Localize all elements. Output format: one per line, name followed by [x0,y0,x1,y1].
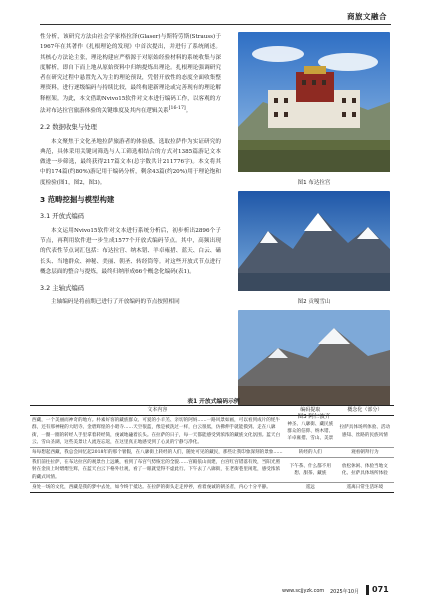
cell-code: 下午茶、什么都不用想、甜茶、藏族 [285,458,336,483]
cell-code: 神圣、八廓街、藏民族群众的信仰、纳木错、羊卓雍措、雪山、美景 [285,416,336,448]
figure-3-caption: 图3 阿仁波齐 [297,414,331,420]
cell-concept: 拉萨具体场所体验、活动感知、丝路的民族风情 [336,416,394,448]
figure-1-caption: 图1 布达拉宫 [297,180,331,186]
paragraph-open-coding: 本文运用Nvivo15软件对文本进行系统分析后，初步析出2896个子节点，再利用软件进一步生成1577个开放式编码节点。其中，高频出现的代表性节点词汇包括：布达拉宫、纳木错、羊卓雍措、蓝天、白云、磕长头、当地群众、神秘、美丽、朝圣、转经筒等。对这些开放式节点进行概念层面的整合与提炼，最终归纳形成66个概念化编码(表1)。 [40,227,221,275]
paragraph-data: 本文聚焦于文化圣地拉萨旅游者的体验感，选取拉萨作为实证研究的典范，具体采用关键词筛选与人工筛选相结合的方式对1385篇游记文本做进一步筛选，最终获得217篇文本(总字数共计211776字)。本文将其中的174篇(约80%)游记用于编码分析，剩余43篇(约20%)用于理论饱和度检验(图1，图2，图3)。 [40,138,221,186]
figure-2-caption: 图2 贡嘎雪山 [297,299,331,305]
cell-code: 转经的人们 [285,448,336,458]
heading-3-1: 3.1 开放式编码 [40,212,85,221]
heading-3-2: 3.2 主轴式编码 [40,284,85,293]
column-header-concept: 概念化（部分） [336,406,394,416]
potala-palace-photo [238,32,390,176]
right-column [238,32,390,425]
cell-text: 我们前往拉萨，在布达拉宫的观景台上远眺，看到了布宫气势恢宏的全貌……宫殿依山而建，白宫红宫错落有致，当阳光照射在金顶上时熠熠生辉，在蓝天白云下格外壮观，看了一眼就觉得不虚此行。下午去了八廓街，在老街巷里闲逛，感受浓浓的藏式风情。 [30,458,285,483]
page-number: 071 [372,585,389,594]
paragraph-axial-coding: 主轴编码是将前期已进行了开放编码的节点按照相同 [51,299,180,306]
table-header-row [30,406,394,416]
cell-text: 西藏，一个美丽而神奇的地方。朴素好客的藏族群众、可爱的小羊羔、亲切的阿妈……一路风景如画，可以看到成片的牦牛群，还有那神秘的大昭寺、金碧辉煌的小昭寺……天空很蓝，像是被洗过一样，白云很低，仿佛伸手就能摸到。走在八廓街，一圈一圈的转经人手里拿着转经筒，虔诚地磕着长头。在拉萨的日子，每一天都能感受到浓浓的藏族文化氛围。蓝天白云、雪山圣湖，这些美景让人流连忘返，在这里真正地感受到了心灵的宁静与净化。 [30,416,285,448]
cell-text: 每每想起西藏，我总会回忆起2018年的那个暑假，在八廓街上转经的人们，随处可见的藏民，那些让我印象深刻的景象…… [30,448,285,458]
heading-2-2: 2.2 数据收集与处理 [40,123,97,132]
cell-concept: 遥离日常生活环境 [336,482,394,492]
cell-text: 身处一场的文化，西藏是我的梦中去处，如今终于抵达。在拉萨的街头走走停停，看着虔诚的朝圣者，内心十分平静。 [30,482,285,492]
table-row [30,458,394,483]
open-coding-table [30,405,394,493]
page-footer [0,583,427,597]
table-row [30,482,394,492]
figure-potala [238,32,390,186]
left-column [40,32,221,308]
website-url: www.scjjyzk.com [282,588,325,594]
mount-kailash-photo [238,310,390,410]
paragraph-method: 性分析，该研究方法由社会学家格拉泽(Glaser)与斯特劳斯(Strauss)于1967年在其著作《扎根理论的发现》中首次提出，并进行了系统阐述。其核心方法论主张，理论构建应严格源于对原始经验材料的系统收集与深度解析，即自下而上地从原始资料中归纳提炼出理论。扎根理论强调研究者在研究过程中悬置先入为主的理论预设，凭借开放性的态度全面收集整理资料，进行逐级编码与持续比较，最终构建新理论或完善现有的理论解释框架。为此，本文借助Nvivo15软件对文本进行编码工作，以客观的方法对布达拉宫旅游体验的关键维度及其内在逻辑关系[16-17]。 [40,34,221,114]
figure-snow-mountain [238,191,390,305]
cell-concept: 放松休闲、体验当地文化、拉萨具体场所体验 [336,458,394,483]
column-header-text: 文本内容 [30,406,285,416]
column-header-code: 编码提取 [285,406,336,416]
table-caption: 表1 开放式编码示例 [187,399,240,405]
table-row [30,448,394,458]
header-rule [40,24,391,25]
cell-code: 遥远 [285,482,336,492]
table-row [30,416,394,448]
issue-date: 2025年10月 [330,589,360,595]
cell-concept: 观看朝拜行为 [336,448,394,458]
snow-mountain-photo [238,191,390,295]
citation: [16-17] [168,106,186,112]
footer-bar [366,585,369,595]
heading-3: 3 范畴挖掘与模型构建 [40,195,115,205]
journal-header [0,0,427,30]
section-title: 商旅文融合 [347,12,387,21]
